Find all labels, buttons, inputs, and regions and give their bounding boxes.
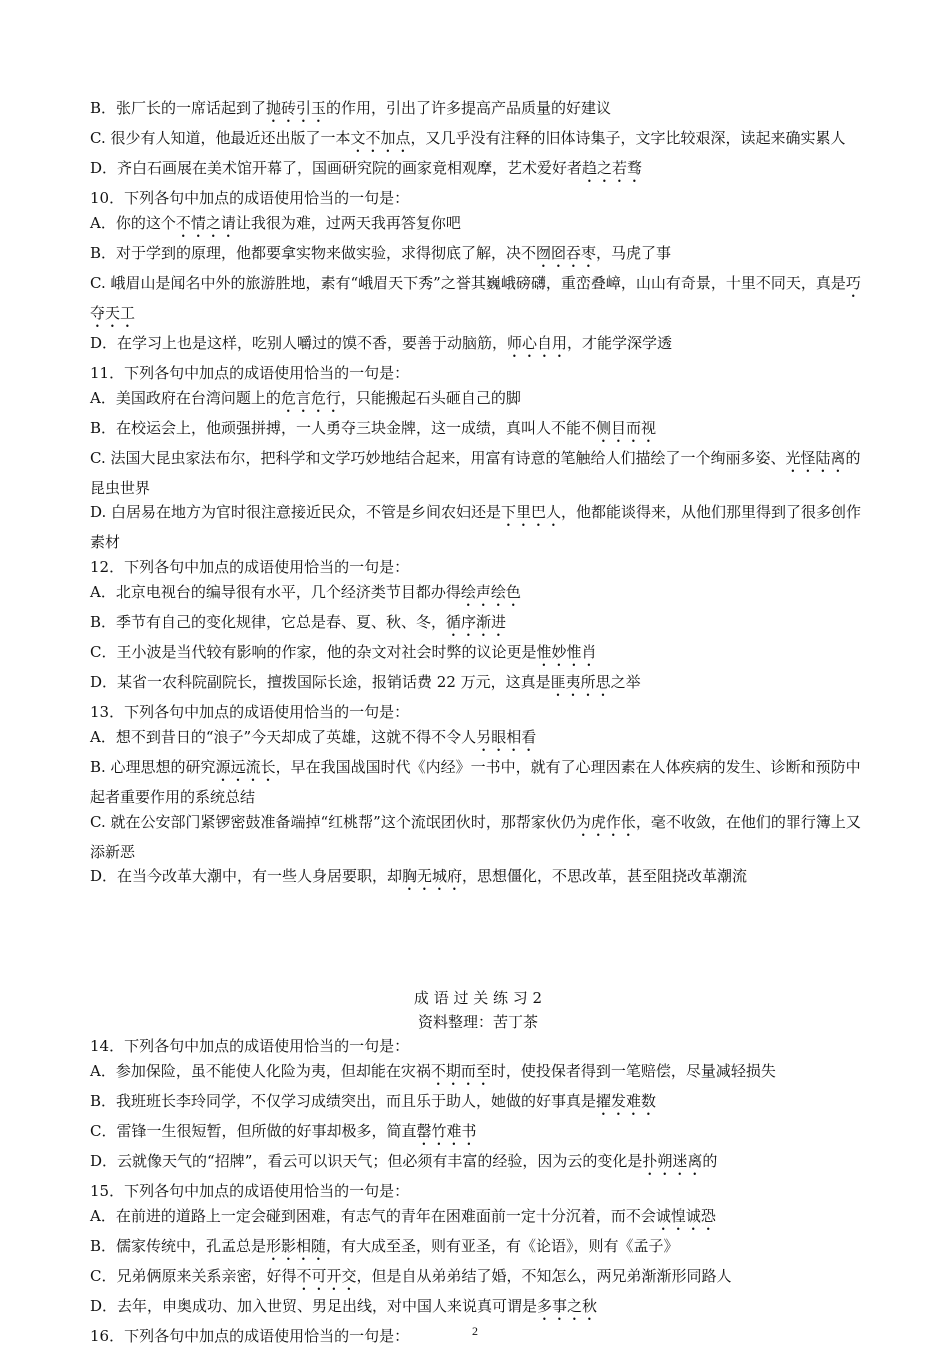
text-line bbox=[90, 1294, 866, 1324]
dotted-idiom: 巧夺天工 bbox=[90, 273, 861, 322]
text-line bbox=[90, 96, 866, 126]
text-line bbox=[90, 1149, 866, 1179]
dotted-idiom: 扑朔迷离 bbox=[642, 1152, 703, 1171]
dotted-idiom: 下里巴人 bbox=[501, 503, 562, 522]
dotted-idiom: 源远流长 bbox=[215, 757, 276, 776]
text-run: A．你的这个 bbox=[90, 213, 176, 232]
dotted-idiom: 多事之秋 bbox=[537, 1296, 598, 1315]
text-run: ，马虎了事 bbox=[596, 243, 672, 262]
text-run: 的 bbox=[702, 1152, 718, 1171]
text-run: D．云就像天气的“招牌”，看云可以识天气；但必须有丰富的经验，因为云的变化是 bbox=[90, 1152, 643, 1171]
text-line bbox=[90, 700, 866, 725]
text-run: 的作用，引出了许多提高产品质量的好建议 bbox=[326, 99, 612, 117]
text-line bbox=[90, 1204, 866, 1234]
text-run: A．美国政府在台湾问题上的 bbox=[90, 388, 281, 407]
text-run: B．在校运会上，他顽强拼搏，一人勇夺三块金牌，这一成绩，真叫人不能不 bbox=[90, 418, 597, 437]
section-title: 成 语 过 关 练 习 2 bbox=[413, 989, 543, 1008]
dotted-idiom: 罄竹难书 bbox=[416, 1122, 477, 1141]
compiler-credit: 资料整理：苦丁茶 bbox=[417, 1013, 538, 1032]
text-run: D．某省一农科院副院长，擅拨国际长途，报销话费 22 万元，这真是 bbox=[90, 672, 551, 691]
text-line bbox=[90, 446, 866, 501]
dotted-idiom: 绘声绘色 bbox=[460, 582, 521, 601]
text-run: 14．下列各句中加点的成语使用恰当的一句是： bbox=[90, 1037, 410, 1056]
text-line bbox=[90, 810, 866, 865]
text-run: D．去年，申奥成功、加入世贸、男足出线，对中国人来说真可谓是 bbox=[90, 1296, 538, 1315]
text-run: 16．下列各句中加点的成语使用恰当的一句是： bbox=[90, 1326, 410, 1345]
text-run: B. 心理思想的研究 bbox=[90, 757, 216, 776]
text-run: 之举 bbox=[610, 672, 641, 691]
text-run: ，有大成至圣，则有亚圣，有《论语》，则有《孟子》 bbox=[326, 1236, 679, 1255]
text-run: ，思想僵化，不思改革，甚至阻挠改革潮流 bbox=[462, 867, 748, 886]
page-number: 2 bbox=[472, 1324, 478, 1338]
text-line bbox=[90, 1179, 866, 1204]
text-line bbox=[90, 864, 866, 894]
dotted-idiom: 胸无城府 bbox=[402, 867, 463, 886]
text-run: C. 就在公安部门紧锣密鼓准备端掉“红桃帮”这个流氓团伙时，那帮家伙仍 bbox=[90, 812, 576, 831]
text-run: ，但是自从弟弟结了婚，不知怎么，两兄弟渐渐形同路人 bbox=[356, 1266, 732, 1285]
text-run: ，只能搬起石头砸自己的脚 bbox=[340, 388, 521, 407]
text-run: B．对于学到的原理，他都要拿实物来做实验，求得彻底了解，决不 bbox=[90, 243, 537, 262]
text-run: B．季节有自己的变化规律，它总是春、夏、秋、冬， bbox=[90, 612, 447, 631]
text-run: C．王小波是当代较有影响的作家，他的杂文对社会时弊的议论更是 bbox=[90, 642, 537, 661]
text-line bbox=[90, 1089, 866, 1119]
text-line bbox=[90, 241, 866, 271]
dotted-idiom: 不可开交 bbox=[296, 1266, 357, 1285]
text-run: ，早在我国战国时代《内经》一书中，就有了心理因素在人体疾病的发生、诊断和预防中起者重要作用的系统总结 bbox=[90, 757, 861, 806]
dotted-idiom: 形影相随 bbox=[266, 1236, 327, 1255]
text-run: ，又几乎没有注释的旧体诗集子，文字比较艰深，读起来确实累人 bbox=[410, 129, 846, 147]
text-run: A．北京电视台的编导很有水平，几个经济类节目都办得 bbox=[90, 582, 461, 601]
dotted-idiom: 危言危行 bbox=[280, 388, 341, 407]
dotted-idiom: 趋之若骛 bbox=[582, 159, 643, 177]
dotted-idiom: 擢发难数 bbox=[596, 1092, 657, 1111]
text-line bbox=[90, 1059, 866, 1089]
text-line bbox=[90, 610, 866, 640]
text-run: 10．下列各句中加点的成语使用恰当的一句是： bbox=[90, 189, 410, 207]
text-line bbox=[90, 580, 866, 610]
text-run: D. 白居易在地方为官时很注意接近民众，不管是乡间农妇还是 bbox=[90, 503, 502, 522]
section-header bbox=[90, 986, 866, 1034]
dotted-idiom: 师心自用 bbox=[507, 333, 568, 352]
dotted-idiom: 循序渐进 bbox=[446, 612, 507, 631]
text-line bbox=[90, 755, 866, 810]
text-run: 11．下列各句中加点的成语使用恰当的一句是： bbox=[90, 363, 410, 382]
text-line bbox=[90, 211, 866, 241]
text-line bbox=[90, 555, 866, 580]
text-run: C. 很少有人知道，他最近还出版了一本 bbox=[90, 129, 351, 147]
text-line bbox=[90, 1234, 866, 1264]
text-run: D．在当今改革大潮中，有一些人身居要职，却 bbox=[90, 867, 403, 886]
text-run: D．齐白石画展在美术馆开幕了，国画研究院的画家竟相观摩，艺术爱好者 bbox=[90, 159, 583, 177]
document-body bbox=[90, 96, 866, 1349]
text-run: C. 峨眉山是闻名中外的旅游胜地，素有“峨眉天下秀”之誉其巍峨磅礴，重峦叠嶂，山山有奇景，十里不同天，真是 bbox=[90, 273, 846, 292]
text-run: 的昆虫世界 bbox=[90, 448, 861, 497]
text-run: D．在学习上也是这样，吃别人嚼过的馍不香，要善于动脑筋， bbox=[90, 333, 508, 352]
dotted-idiom: 光怪陆离 bbox=[785, 448, 846, 467]
text-run: 13．下列各句中加点的成语使用恰当的一句是： bbox=[90, 702, 410, 721]
dotted-idiom: 诚惶诚恐 bbox=[655, 1206, 716, 1225]
dotted-idiom: 抛砖引玉 bbox=[266, 99, 327, 117]
text-run: A．想不到昔日的“浪子”今天却成了英雄，这就不得不令人 bbox=[90, 727, 477, 746]
question-block-a bbox=[90, 96, 866, 894]
text-run: B．张厂长的一席话起到了 bbox=[90, 99, 267, 117]
text-run: B．我班班长李玲同学，不仅学习成绩突出，而且乐于助人，她做的好事真是 bbox=[90, 1092, 597, 1111]
text-run: C．兄弟俩原来关系亲密，好得 bbox=[90, 1266, 297, 1285]
text-line bbox=[90, 126, 866, 156]
text-line bbox=[90, 1264, 866, 1294]
dotted-idiom: 不期而至 bbox=[430, 1062, 491, 1081]
text-run: C．雷锋一生很短暂，但所做的好事却极多，简直 bbox=[90, 1122, 417, 1141]
dotted-idiom: 侧目而视 bbox=[596, 418, 657, 437]
dotted-idiom: 囫囵吞枣 bbox=[536, 243, 597, 262]
dotted-idiom: 匪夷所思 bbox=[550, 672, 611, 691]
text-line bbox=[90, 640, 866, 670]
text-line bbox=[90, 156, 866, 186]
text-line bbox=[90, 1119, 866, 1149]
text-line bbox=[90, 386, 866, 416]
text-line bbox=[90, 1034, 866, 1059]
text-run: A．在前进的道路上一定会碰到困难，有志气的青年在困难面前一定十分沉着，而不会 bbox=[90, 1206, 656, 1225]
text-run: 15．下列各句中加点的成语使用恰当的一句是： bbox=[90, 1182, 410, 1201]
dotted-idiom: 惟妙惟肖 bbox=[536, 642, 597, 661]
text-run: 12．下列各句中加点的成语使用恰当的一句是： bbox=[90, 558, 410, 577]
text-line bbox=[90, 725, 866, 755]
text-run: ，才能学深学透 bbox=[567, 333, 673, 352]
text-line bbox=[90, 271, 866, 331]
dotted-idiom: 不情之请 bbox=[175, 213, 236, 232]
text-run: ，他都能谈得来，从他们那里得到了很多创作素材 bbox=[90, 503, 862, 552]
text-line bbox=[90, 670, 866, 700]
text-line bbox=[90, 500, 866, 555]
text-line bbox=[90, 186, 866, 211]
text-run: A．参加保险，虽不能使人化险为夷，但却能在灾祸 bbox=[90, 1062, 431, 1081]
dotted-idiom: 另眼相看 bbox=[476, 727, 537, 746]
text-run: ，毫不收敛，在他们的罪行簿上又添新恶 bbox=[90, 812, 861, 861]
text-run: B．儒家传统中，孔孟总是 bbox=[90, 1236, 267, 1255]
dotted-idiom: 为虎作伥 bbox=[575, 812, 636, 831]
text-line bbox=[90, 331, 866, 361]
text-run: 让我很为难，过两天我再答复你吧 bbox=[235, 213, 461, 232]
text-line bbox=[90, 361, 866, 386]
question-block-b bbox=[90, 1034, 866, 1348]
dotted-idiom: 文不加点 bbox=[350, 129, 411, 147]
text-run: C. 法国大昆虫家法布尔，把科学和文学巧妙地结合起来，用富有诗意的笔触给人们描绘了一个绚丽多姿、 bbox=[90, 448, 786, 467]
text-line bbox=[90, 416, 866, 446]
text-run: 时，使投保者得到一笔赔偿，尽量减轻损失 bbox=[490, 1062, 776, 1081]
